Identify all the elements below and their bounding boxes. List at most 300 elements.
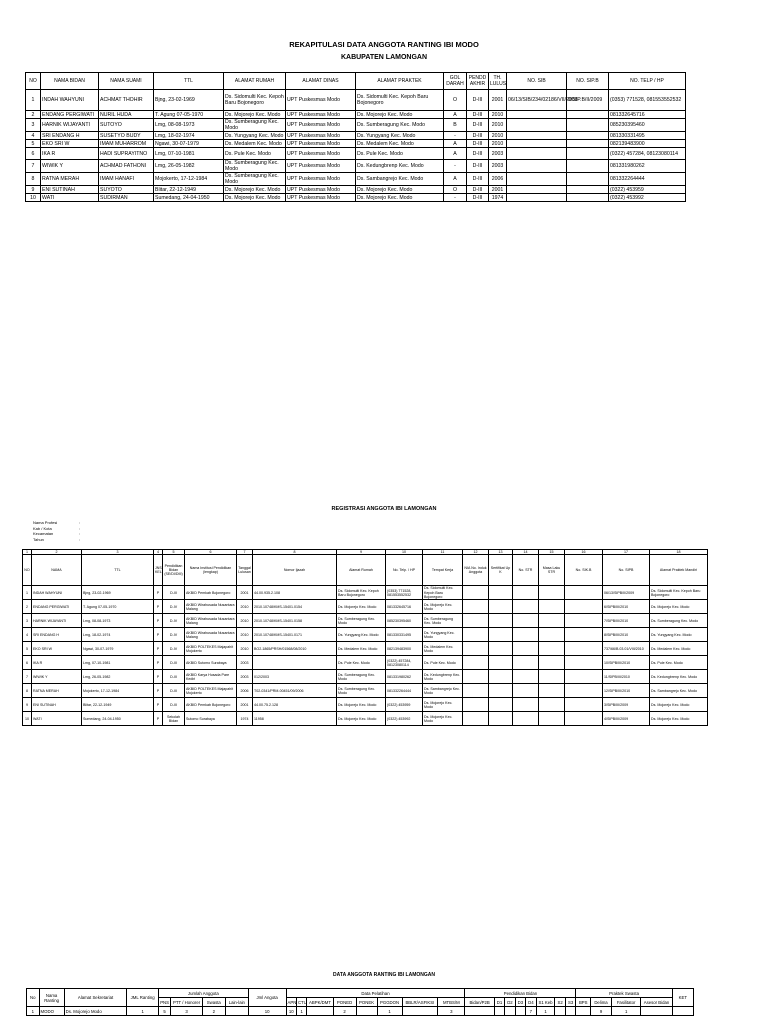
table-cell: Ds. Yungyang Kec. Modo — [224, 132, 286, 140]
table-cell: ENDANG PERGIWATI — [32, 600, 82, 614]
table-cell: Ds. Mojorejo Kec. Modo — [356, 186, 444, 194]
table-cell: 2010.10748/KMS-15401.0158 — [253, 614, 337, 628]
table-cell: SUSETYO BUDY — [99, 132, 154, 140]
table-cell — [565, 1007, 576, 1016]
table-cell: Ds. Mojorejo Kec. Modo — [423, 698, 463, 712]
registrasi-header-row — [23, 555, 708, 586]
table-cell: Ds. Mojorejo Kec. Modo — [650, 600, 708, 614]
table-cell — [507, 160, 567, 173]
subheader-cell: ABPK/DMT — [307, 998, 333, 1007]
table-cell: 06/13/SIPB/II/2009 — [603, 586, 650, 600]
table-cell: 2001 — [489, 186, 507, 194]
doc3-title: DATA ANGGOTA RANTING IBI LAMONGAN — [333, 972, 435, 978]
table-cell: 1 — [26, 90, 41, 111]
table-cell — [576, 1007, 591, 1016]
table-cell: Lmg, 18-02-1974 — [154, 132, 224, 140]
table-row — [23, 586, 708, 600]
table-cell: UPT Puskesmas Modo — [286, 148, 356, 160]
table-cell: Ds. Medalem Kec. Modo — [356, 140, 444, 148]
table-cell: Blitar, 22-12-1949 — [154, 186, 224, 194]
header-pendidikan-bidan: Pendidikan Bidan — [465, 989, 576, 998]
table-cell: Sutomo Surabaya — [185, 712, 237, 726]
subheader-cell: BPS — [576, 998, 591, 1007]
table-cell — [539, 656, 565, 670]
table-cell — [672, 1007, 693, 1016]
table-cell — [539, 600, 565, 614]
table-cell: 10 — [286, 1007, 296, 1016]
table-cell: D-III — [163, 670, 185, 684]
header-no-sib: NO. SIB — [507, 73, 567, 90]
header-pendd-akhir: PENDD AKHIR — [467, 73, 489, 90]
subheader-cell: Fasilitator — [611, 998, 640, 1007]
table-cell — [567, 160, 609, 173]
table-cell: AKBID Pemkab Bojonegoro — [185, 586, 237, 600]
header-cell: NAMA — [32, 555, 82, 586]
table-cell — [539, 712, 565, 726]
table-cell — [513, 614, 539, 628]
table-cell: Ds. Sumberagung Kec. Modo — [224, 119, 286, 132]
table-cell: Ds. Mojorejo Kec. Modo — [224, 194, 286, 202]
subheader-cell: PONEK — [356, 998, 377, 1007]
table-cell: 44.00.935.2.108 — [253, 586, 337, 600]
table-cell: Ds. Mojorejo Kec. Modo — [650, 698, 708, 712]
table-cell: 082139483900 — [386, 642, 423, 656]
table-cell: Ds. Kedungbrenp Kec. Modo — [423, 670, 463, 684]
table-cell: HARNIK WIJAYANTI — [41, 119, 99, 132]
table-cell: IKA R — [41, 148, 99, 160]
table-cell: 1974 — [489, 194, 507, 202]
table-cell — [565, 600, 603, 614]
table-cell: 2001 — [237, 586, 253, 600]
table-cell: 7/SIPB/III/2010 — [603, 614, 650, 628]
table-cell — [507, 119, 567, 132]
table-cell: Ds. Sumberagung Kec. Modo — [337, 614, 386, 628]
table-cell: 2010 — [237, 628, 253, 642]
table-cell: SRI ENDANG H — [41, 132, 99, 140]
table-cell: RATNA MERAH — [41, 173, 99, 186]
table-cell — [539, 614, 565, 628]
table-cell: IMAM HANAFI — [99, 173, 154, 186]
subheader-cell: D1 — [494, 998, 504, 1007]
table-cell: - — [444, 132, 467, 140]
table-cell: 737/66/B.03.01/VIII/2010 — [603, 642, 650, 656]
table-cell — [565, 670, 603, 684]
table-cell: D-III — [163, 684, 185, 698]
table-row — [26, 119, 686, 132]
table-cell — [489, 628, 513, 642]
table-row — [26, 160, 686, 173]
rekap-table — [25, 72, 686, 202]
table-cell: Sumedang, 24-04-1950 — [82, 712, 154, 726]
table-cell: 7 — [526, 1007, 536, 1016]
table-row — [23, 656, 708, 670]
table-cell: 2010 — [489, 140, 507, 148]
header-cell: Nama Institusi Pendidikan (lengkap) — [185, 555, 237, 586]
header-cell: NIA No. Induk Anggota — [463, 555, 489, 586]
table-cell: Ds. Sidomulti Kec. Kepoh Baru Bojonegoro — [337, 586, 386, 600]
index-cell: 12 — [463, 550, 489, 555]
table-cell: Ds. Mojorejo Kec. Modo — [337, 698, 386, 712]
table-row — [23, 712, 708, 726]
table-cell: A — [444, 111, 467, 119]
subheader-cell: Bidan/P2B — [465, 998, 494, 1007]
table-cell — [513, 642, 539, 656]
table-cell — [465, 1007, 494, 1016]
table-cell — [539, 628, 565, 642]
table-cell — [513, 684, 539, 698]
index-cell: 4 — [154, 550, 163, 555]
index-cell: 9 — [337, 550, 386, 555]
header-cell: Sertifikat Up K — [489, 555, 513, 586]
table-row — [26, 148, 686, 160]
table-cell: INDAH WAHYUNI — [32, 586, 82, 600]
header-cell: JNS KEL — [154, 555, 163, 586]
table-cell: 11958 — [253, 712, 337, 726]
table-cell: UPT Puskesmas Modo — [286, 111, 356, 119]
table-cell: D-IV — [163, 600, 185, 614]
index-cell: 1 — [23, 550, 32, 555]
header-nama-suami: NAMA SUAMI — [99, 73, 154, 90]
meta-line: Nama Profesi : — [33, 520, 81, 525]
table-cell: 12/SIPB/III/2010 — [603, 684, 650, 698]
table-cell — [567, 132, 609, 140]
subheader-cell: S2 — [555, 998, 565, 1007]
subheader-cell: S3 — [565, 998, 576, 1007]
table-cell: 1 — [377, 1007, 402, 1016]
table-cell — [463, 586, 489, 600]
table-cell — [641, 1007, 672, 1016]
table-cell: Mojokerto, 17-12-1984 — [154, 173, 224, 186]
table-cell — [513, 670, 539, 684]
table-cell — [565, 628, 603, 642]
header-cell: No. SIK.B — [565, 555, 603, 586]
table-cell: ENI SUTINAH — [32, 698, 82, 712]
table-cell: 1974 — [237, 712, 253, 726]
index-cell: 11 — [423, 550, 463, 555]
table-cell — [565, 656, 603, 670]
table-cell: 8 — [23, 684, 32, 698]
table-cell: 2006 — [489, 173, 507, 186]
table-cell — [463, 698, 489, 712]
table-cell — [463, 670, 489, 684]
table-cell: Ds. Yungyang Kec. Modo — [650, 628, 708, 642]
table-cell: Ds. Yungyang Kec. Modo — [356, 132, 444, 140]
table-cell — [539, 670, 565, 684]
table-cell: AKBID Wirahusada Nusantara Malang — [185, 614, 237, 628]
ranting-table — [26, 988, 694, 1016]
table-cell — [463, 712, 489, 726]
table-row — [23, 684, 708, 698]
table-cell: 2001 — [237, 698, 253, 712]
table-cell: INDAH WAHYUNI — [41, 90, 99, 111]
index-cell: 10 — [386, 550, 423, 555]
header-no: No — [27, 989, 40, 1007]
table-cell: SUDIRMAN — [99, 194, 154, 202]
table-cell: Lmg, 26-05-1982 — [82, 670, 154, 684]
table-cell: 1 — [296, 1007, 306, 1016]
table-cell: Ds. Mojorejo Kec. Modo — [224, 186, 286, 194]
table-cell: 2003 — [237, 656, 253, 670]
table-cell — [539, 586, 565, 600]
table-cell — [565, 684, 603, 698]
table-cell: (0322) 457284, 08123080114 — [386, 656, 423, 670]
header-cell: No. Telp. / HP — [386, 555, 423, 586]
table-cell — [489, 712, 513, 726]
table-cell: Ds. Sidomulti Kec. Kepoh Baru Bojonegoro — [356, 90, 444, 111]
header-jml-angota: Jml Angota — [248, 989, 286, 1007]
subheader-cell: S1 Keb — [536, 998, 555, 1007]
header-cell: TTL — [82, 555, 154, 586]
table-cell: 1 — [27, 1007, 40, 1016]
table-cell — [463, 656, 489, 670]
header-cell: Pendidikan Bidan (SE/DI/DIII) — [163, 555, 185, 586]
table-cell: O — [444, 90, 467, 111]
subheader-cell: BBLR/ASFIKSI — [402, 998, 438, 1007]
index-cell: 18 — [650, 550, 708, 555]
table-cell: 11/SIPB/III/2010 — [603, 670, 650, 684]
table-cell — [567, 119, 609, 132]
table-cell: 2003 — [489, 148, 507, 160]
table-cell: AKBID Wirahusada Nusantara Malang — [185, 628, 237, 642]
table-cell: Bjng, 23-02-1969 — [154, 90, 224, 111]
table-row — [26, 111, 686, 119]
header-nama-bidan: NAMA BIDAN — [41, 73, 99, 90]
table-cell: D-III — [467, 140, 489, 148]
table-cell: Ds. Sidomulti Kec. Kepoh Baru Bojonegoro — [224, 90, 286, 111]
table-cell — [307, 1007, 333, 1016]
table-row — [26, 194, 686, 202]
table-cell: 5 — [23, 642, 32, 656]
header-data-pelatihan: Data Pelatihan — [286, 989, 465, 998]
table-cell: UPT Puskesmas Modo — [286, 119, 356, 132]
header-alamat-dinas: ALAMAT DINAS — [286, 73, 356, 90]
table-cell: IMAM MUHARROM — [99, 140, 154, 148]
table-cell: P — [154, 684, 163, 698]
table-cell: AKBID Sutomo Surabaya — [185, 656, 237, 670]
table-cell: Ds. Mojorejo Kec. Modo — [224, 111, 286, 119]
subheader-cell: PNS — [160, 999, 170, 1005]
table-cell — [565, 698, 603, 712]
table-cell: Ds. Sumberagung Kec. Modo — [224, 160, 286, 173]
table-cell: 1 — [23, 586, 32, 600]
table-cell — [463, 628, 489, 642]
table-row — [26, 186, 686, 194]
table-cell: Ds. Mojorejo Kec. Modo — [423, 600, 463, 614]
table-cell: 4/SIPB/III/2009 — [603, 712, 650, 726]
header-cell: NO — [23, 555, 32, 586]
table-cell: ACHMAT THOHIR — [99, 90, 154, 111]
table-cell: Ds. Pule Kec. Modo — [224, 148, 286, 160]
index-cell: 16 — [565, 550, 603, 555]
table-cell — [507, 140, 567, 148]
table-cell: B — [444, 119, 467, 132]
ranting-data-row — [27, 1007, 694, 1016]
table-row — [23, 698, 708, 712]
table-cell: 2010 — [489, 119, 507, 132]
table-cell: D-III — [467, 90, 489, 111]
table-cell: A — [444, 148, 467, 160]
table-cell: (0322) 453959 — [386, 698, 423, 712]
table-cell: 9 — [591, 1007, 612, 1016]
table-cell — [489, 642, 513, 656]
table-cell: Ds. Sidomulti Kec. Kepoh Baru Bojonegoro — [650, 586, 708, 600]
table-cell: UPT Puskesmas Modo — [286, 132, 356, 140]
header-cell: Alamat Praktek Mandiri — [650, 555, 708, 586]
table-cell: 10/SIPB/III/2010 — [603, 656, 650, 670]
table-cell: 2010 — [489, 111, 507, 119]
table-cell: 085230395460 — [609, 119, 686, 132]
subheader-cell: Swasta — [202, 998, 225, 1007]
table-cell — [567, 140, 609, 148]
table-cell: EKO SRI W — [32, 642, 82, 656]
table-cell — [253, 656, 337, 670]
table-cell: 2 — [26, 111, 41, 119]
subheader-cell: APN — [287, 999, 297, 1005]
table-cell: - — [444, 160, 467, 173]
table-cell: Ds. Pule Kec. Modo — [423, 656, 463, 670]
table-cell — [356, 1007, 377, 1016]
table-cell: Bjng, 23-02-1969 — [82, 586, 154, 600]
subheader-cell: D4 — [526, 998, 536, 1007]
table-cell — [507, 111, 567, 119]
table-cell: Ds. Medalem Kec. Modo — [650, 642, 708, 656]
header-cell: No. SIPB — [603, 555, 650, 586]
table-cell: 2 — [333, 1007, 356, 1016]
table-cell: P — [154, 712, 163, 726]
table-cell — [507, 186, 567, 194]
table-cell: Lmg, 08-08-1973 — [154, 119, 224, 132]
table-cell — [489, 670, 513, 684]
subheader-cell: Delima — [591, 998, 612, 1007]
table-cell: EKO SRI W — [41, 140, 99, 148]
table-cell: 2010 — [237, 614, 253, 628]
header-cell: Nomor Ijazah — [253, 555, 337, 586]
table-cell — [565, 614, 603, 628]
table-cell: Lmg, 07-10-1981 — [154, 148, 224, 160]
table-cell: AKBID Pemkab Bojonegoro — [185, 698, 237, 712]
table-cell: D-III — [163, 586, 185, 600]
table-cell — [513, 628, 539, 642]
doc2-title: REGISTRASI ANGGOTA IBI LAMONGAN — [331, 506, 437, 512]
table-cell: D-III — [467, 111, 489, 119]
table-cell: D-IV — [163, 614, 185, 628]
table-cell: Ds. Sambangrejo Kec. Modo — [423, 684, 463, 698]
doc1-subtitle: KABUPATEN LAMONGAN — [340, 54, 428, 61]
table-cell: AKBID Wirahusada Nusantara Malang — [185, 600, 237, 614]
index-cell: 15 — [539, 550, 565, 555]
header-alamat-praktek: ALAMAT PRAKTEK — [356, 73, 444, 90]
registrasi-table — [22, 549, 708, 726]
table-cell: 7 — [23, 670, 32, 684]
table-cell — [513, 698, 539, 712]
table-row — [23, 670, 708, 684]
table-cell: UPT Puskesmas Modo — [286, 140, 356, 148]
table-cell — [402, 1007, 438, 1016]
table-cell: SUTOYO — [99, 119, 154, 132]
table-cell: D-III — [467, 173, 489, 186]
table-cell: Ngawi, 30-07-1979 — [82, 642, 154, 656]
index-cell: 6 — [185, 550, 237, 555]
table-cell — [507, 132, 567, 140]
table-cell: D-III — [467, 186, 489, 194]
table-row — [26, 140, 686, 148]
table-cell: Ds. Kedungbrenp Kec. Modo — [650, 670, 708, 684]
index-cell: 13 — [489, 550, 513, 555]
index-cell: 14 — [513, 550, 539, 555]
table-cell: 2010.10748/KMS-15401.0154 — [253, 600, 337, 614]
header-th-lulus: TH. LULUS — [489, 73, 507, 90]
registrasi-table-body — [23, 550, 708, 726]
table-cell: Ds. Sumberagung Kec. Modo — [356, 119, 444, 132]
table-cell — [507, 194, 567, 202]
rekap-table-body — [26, 90, 686, 202]
meta-line: Tahun : — [33, 536, 81, 542]
table-cell: WIWIK Y — [41, 160, 99, 173]
table-cell: Ds. Yungyang Kec. Modo — [337, 628, 386, 642]
table-cell: AKBID Karya Husada Pare Kediri — [185, 670, 237, 684]
header-gol-darah: GOL DARAH — [444, 73, 467, 90]
subheader-cell: MTBS/M — [438, 998, 465, 1007]
table-cell: - — [444, 194, 467, 202]
table-cell — [567, 194, 609, 202]
table-cell: 081332264444 — [386, 684, 423, 698]
header-jumlah-anggota: Jumlah Anggota — [158, 989, 248, 998]
table-cell: ENDANG PERGIWATI — [41, 111, 99, 119]
header-alamat-rumah: ALAMAT RUMAH — [224, 73, 286, 90]
table-cell: UPT Puskesmas Modo — [286, 194, 356, 202]
table-cell: 4 — [23, 628, 32, 642]
header-telp: NO. TELP / HP — [609, 73, 686, 90]
table-cell: BO2-1865/PRSH/01568/08/2010 — [253, 642, 337, 656]
subheader-cell: PTT / Honorer — [171, 998, 202, 1007]
header-praktek-swasta: Praktek Swasta — [576, 989, 672, 998]
table-cell: Ds. Mojorejo Modo — [64, 1007, 127, 1016]
subheader-cell: PONED — [333, 998, 356, 1007]
table-cell: Lmg, 08-08-1973 — [82, 614, 154, 628]
table-cell: Ds. Sumberagung Kec. Modo — [650, 614, 708, 628]
table-cell — [507, 173, 567, 186]
table-cell: D-III — [467, 194, 489, 202]
table-cell: UPT Puskesmas Modo — [286, 160, 356, 173]
table-cell: 081331980262 — [386, 670, 423, 684]
table-cell: 2003 — [237, 670, 253, 684]
table-cell: D-III — [163, 656, 185, 670]
table-cell — [489, 684, 513, 698]
table-cell: 0/SIP.B/II/2009 — [567, 90, 609, 111]
table-cell: Ds. Sumberagung Kec. Modo — [337, 684, 386, 698]
table-cell: D-IV — [163, 642, 185, 656]
table-cell: Blitar, 22-12-1949 — [82, 698, 154, 712]
table-cell: Lmg, 07-10-1981 — [82, 656, 154, 670]
header-ket: KET — [672, 989, 693, 1007]
table-cell: Ds. Medalem Kec. Modo — [337, 642, 386, 656]
table-cell: 2010.10748/KMS-15401.0171 — [253, 628, 337, 642]
table-cell: T. Agung 07-05-1970 — [154, 111, 224, 119]
table-cell — [463, 684, 489, 698]
table-cell: Ds. Mojorejo Kec. Modo — [423, 712, 463, 726]
table-cell: D-III — [467, 148, 489, 160]
table-cell: Ds. Sumberagung Kec. Modo — [337, 670, 386, 684]
table-cell: (0353) 771528, 081553552532 — [386, 586, 423, 600]
table-cell: Ds. Sumberagung Kec. Modo — [423, 614, 463, 628]
table-cell — [539, 684, 565, 698]
table-cell — [539, 642, 565, 656]
header-nama-ranting: Nama Ranting — [39, 989, 64, 1007]
table-cell: WATI — [32, 712, 82, 726]
index-cell: 8 — [253, 550, 337, 555]
table-cell: O — [444, 186, 467, 194]
table-cell: (0322) 453992 — [386, 712, 423, 726]
